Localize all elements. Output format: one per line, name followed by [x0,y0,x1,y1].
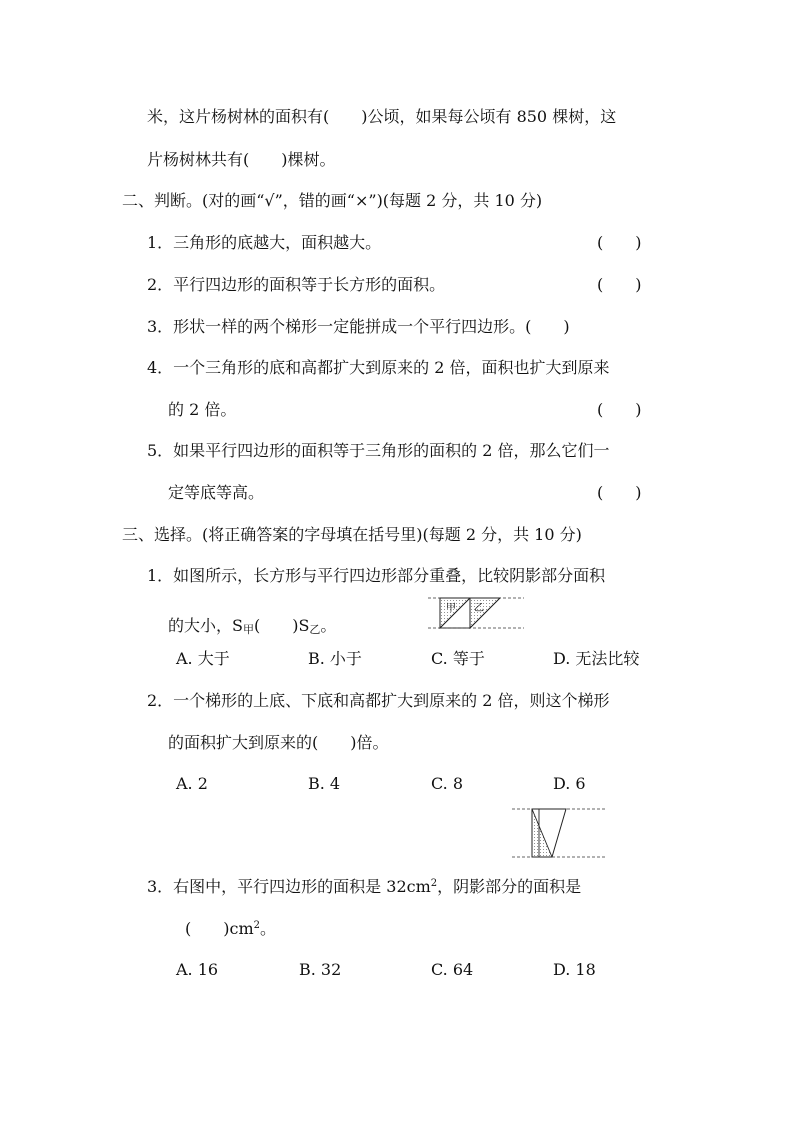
judge-answer-paren-5[interactable]: ( ) [597,483,642,502]
judge-item-4-line-1: 4．一个三角形的底和高都扩大到原来的 2 倍，面积也扩大到原来 [147,358,610,377]
q2-option-d[interactable]: D. 6 [553,774,586,793]
choice-q3-line-1 [147,877,581,897]
judge-answer-paren-1[interactable]: ( ) [597,233,642,252]
q1-text-end: 。 [320,616,337,635]
q3-option-a[interactable]: A. 16 [176,960,219,979]
choice-q2-line-2: 的面积扩大到原来的( )倍。 [168,733,389,752]
continuation-line-2: 片杨树林共有( )棵树。 [147,150,336,169]
judge-item-1: 1．三角形的底越大，面积越大。 [147,233,382,252]
q3-text-post: ，阴影部分的面积是 [437,877,582,896]
q1-subscript-b: 乙 [309,623,321,636]
judge-item-3: 3．形状一样的两个梯形一定能拼成一个平行四边形。( ) [147,317,570,336]
q3-superscript-2: 2 [253,920,260,931]
q2-option-a[interactable]: A. 2 [176,774,208,793]
q1-option-b[interactable]: B. 小于 [308,649,362,668]
q3-parallelogram-figure [512,806,606,860]
q3-superscript-1: 2 [430,878,438,889]
judge-item-4-line-2: 的 2 倍。 [168,400,237,419]
continuation-line-1: 米，这片杨树林的面积有( )公顷，如果每公顷有 850 棵树，这 [147,107,617,126]
q1-option-c[interactable]: C. 等于 [431,649,485,668]
section-2-heading: 二、判断。(对的画“√”，错的画“×”)(每题 2 分，共 10 分) [122,191,543,210]
choice-q3-line-2 [185,919,276,939]
q1-text-mid: ( )S [253,616,310,635]
judge-item-5-line-2: 定等底等高。 [168,483,265,502]
q3-option-b[interactable]: B. 32 [299,960,342,979]
figure-label-yi: 乙 [474,603,484,614]
judge-answer-paren-4[interactable]: ( ) [597,400,642,419]
choice-q1-line-1: 1．如图所示，长方形与平行四边形部分重叠，比较阴影部分面积 [147,566,606,585]
q2-option-b[interactable]: B. 4 [308,774,341,793]
q1-text-pre: 的大小，S [168,616,243,635]
figure-label-jia: 甲 [446,603,456,614]
choice-q1-line-2 [168,616,336,640]
q1-subscript-a: 甲 [242,623,254,636]
judge-item-5-line-1: 5．如果平行四边形的面积等于三角形的面积的 2 倍，那么它们一 [147,441,610,460]
choice-q2-line-1: 2．一个梯形的上底、下底和高都扩大到原来的 2 倍，则这个梯形 [147,691,610,710]
q3-option-d[interactable]: D. 18 [553,960,596,979]
q1-option-a[interactable]: A. 大于 [176,649,230,668]
q3-option-c[interactable]: C. 64 [431,960,474,979]
q3-answer-paren[interactable]: ( )cm [185,919,254,938]
q2-option-c[interactable]: C. 8 [431,774,464,793]
judge-answer-paren-2[interactable]: ( ) [597,275,642,294]
q3-text-pre: 3．右图中，平行四边形的面积是 32cm [147,877,431,896]
q1-overlap-figure [428,596,524,632]
section-3-heading: 三、选择。(将正确答案的字母填在括号里)(每题 2 分，共 10 分) [122,525,582,544]
q1-option-d[interactable]: D. 无法比较 [553,649,640,668]
judge-item-2: 2．平行四边形的面积等于长方形的面积。 [147,275,446,294]
q3-text-end: 。 [260,919,277,938]
